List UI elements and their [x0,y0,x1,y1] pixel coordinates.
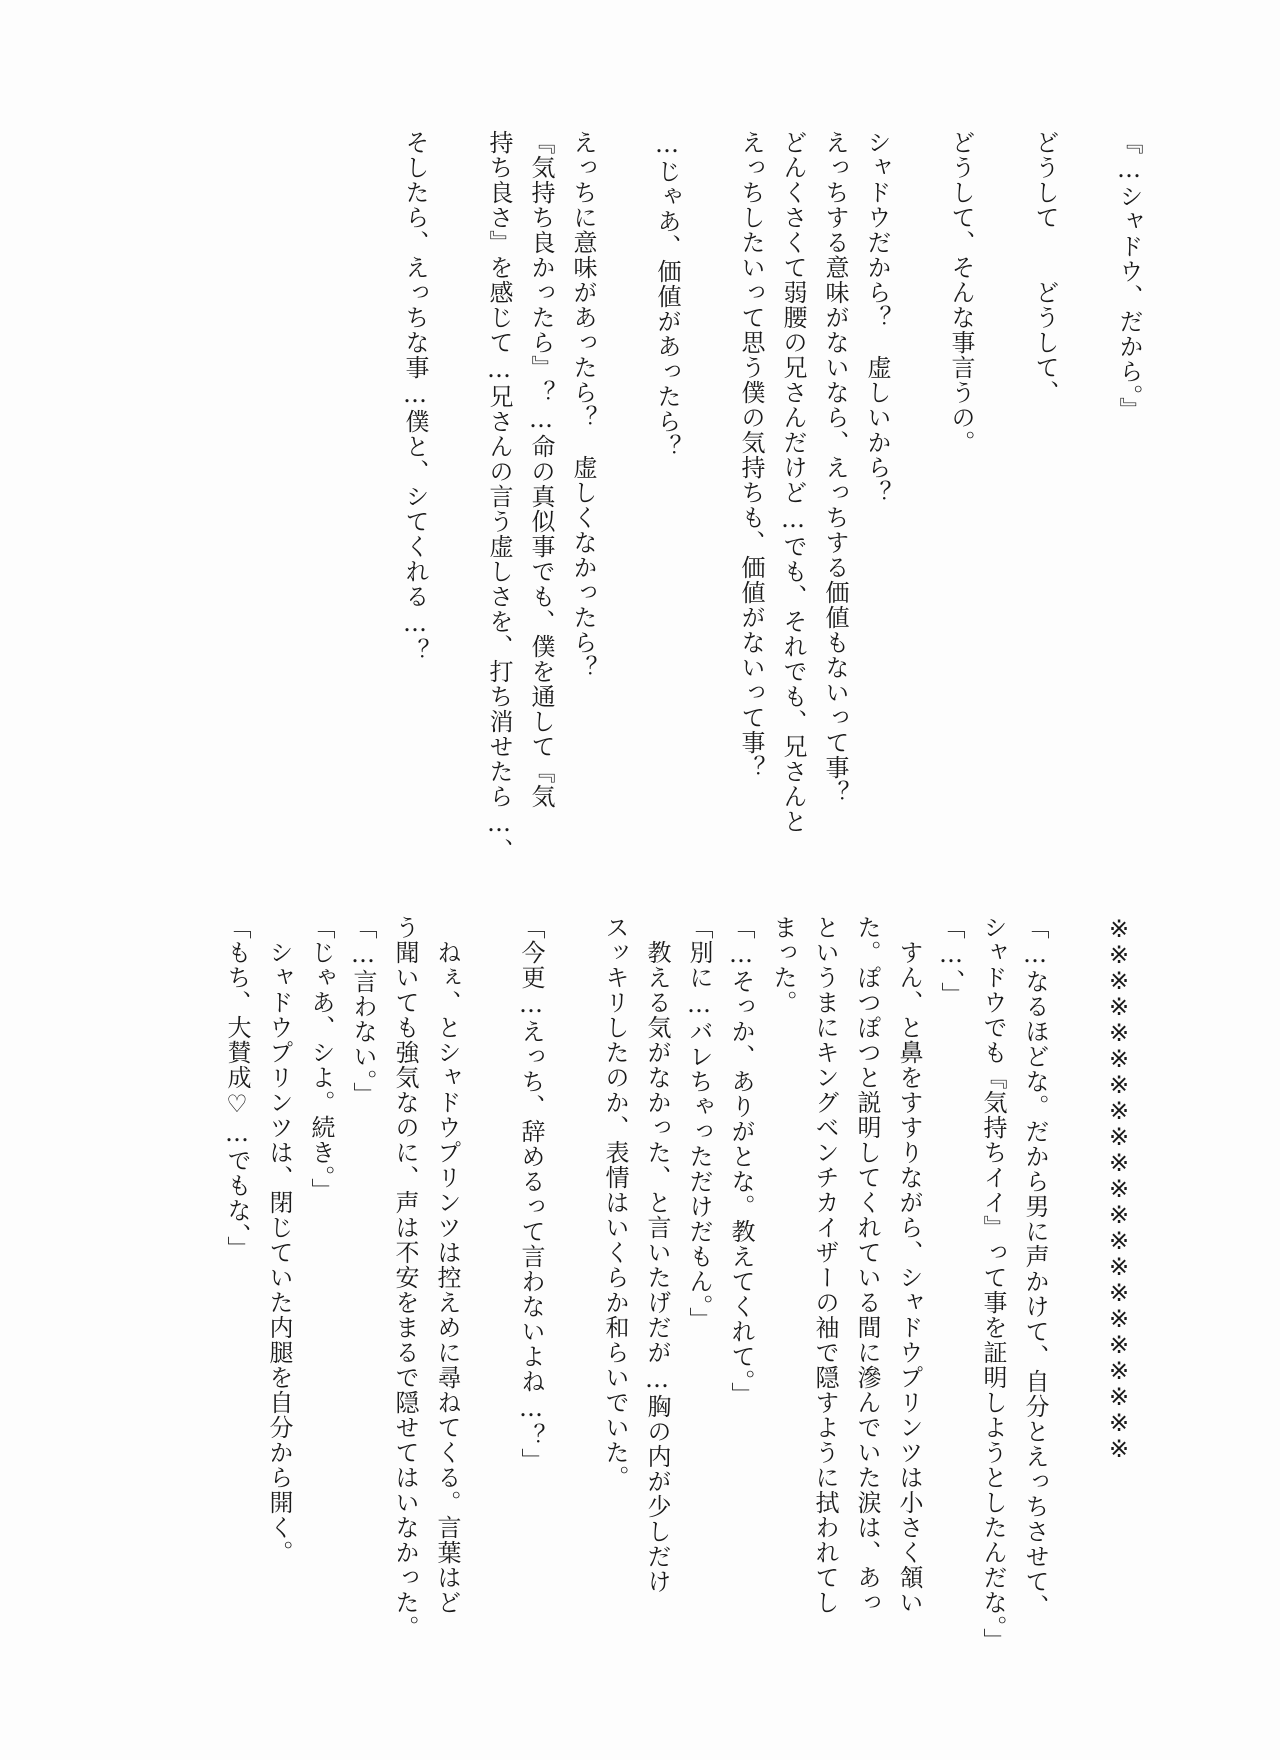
upper-line: シャドウだから？ 虚しいから？ [863,130,891,505]
lower-line [468,915,510,1635]
lower-line: というまにキングベンチカイザーの袖で隠すように拭われてし [811,915,839,1615]
lower-line [552,915,594,1635]
upper-line [1066,130,1108,850]
lower-line: 「もち、大賛成♡…でもな、」 [223,915,251,1261]
lower-line: 教える気がなかった、と言いたげだが…胸の内が少しだけ [643,915,671,1594]
upper-line: どうして、そんな事言うの。 [947,130,975,455]
upper-line: どうして どうして、 [1031,130,1059,405]
upper-line: えっちする意味がないなら、えっちする価値もないって事？ [821,130,849,805]
divider-spacer [1056,915,1098,1635]
upper-line: どんくさくて弱腰の兄さんだけど…でも、それでも、兄さんと [779,130,807,834]
upper-line: 『気持ち良かったら』？…命の真似事でも、僕を通して『気 [527,130,555,809]
lower-line: シャドウでも『気持ちイイ』って事を証明しようとしたんだな。」 [979,915,1007,1653]
upper-line [898,130,940,850]
upper-line: 持ち良さ』を感じて…兄さんの言う虚しさを、打ち消せたら…、 [485,130,513,863]
lower-line: シャドウプリンツは、閉じていた内腿を自分から開く。 [265,915,293,1565]
upper-line [688,130,730,850]
lower-line: う聞いても強気なのに、声は不安をまるで隠せてはいなかった。 [391,915,419,1640]
upper-line [436,130,478,850]
lower-line: た。ぽつぽつと説明してくれている間に滲んでいた涙は、あっ [853,915,881,1615]
lower-line: 「…言わない。」 [349,915,377,1107]
upper-text-block [394,130,1150,863]
section-divider: ※※※※※※※※※※※※※※※※※※※※※ [1105,915,1133,1461]
lower-line: 「今更…えっち、辞めるって言わないよね…？」 [517,915,545,1473]
upper-line: えっちしたいって思う僕の気持ちも、価値がないって事？ [737,130,765,780]
upper-line [604,130,646,850]
upper-line: 『…シャドウ、だから。』 [1115,130,1143,422]
lower-line: 「じゃあ、シよ。続き。」 [307,915,335,1203]
upper-line: …じゃあ、価値があったら？ [653,130,681,459]
lower-line: まった。 [769,915,797,1015]
upper-line [982,130,1024,850]
lower-line: 「…、」 [937,915,965,1007]
lower-text-block [216,915,1140,1653]
upper-line: えっちに意味があったら？ 虚しくなかったら？ [569,130,597,680]
upper-line: そしたら、えっちな事…僕と、シてくれる…？ [401,130,429,663]
lower-line: 「別に…バレちゃっただけだもん。」 [685,915,713,1332]
lower-line: ねぇ、とシャドウプリンツは控えめに尋ねてくる。言葉はど [433,915,461,1615]
lower-line: スッキリしたのか、表情はいくらか和らいでいた。 [601,915,629,1490]
lower-line: すん、と鼻をすすりながら、シャドウプリンツは小さく頷い [895,915,923,1615]
lower-line: 「…そっか、ありがとな。教えてくれて。」 [727,915,755,1407]
lower-line: 「…なるほどな。だから男に声かけて、自分とえっちさせて、 [1021,915,1049,1619]
